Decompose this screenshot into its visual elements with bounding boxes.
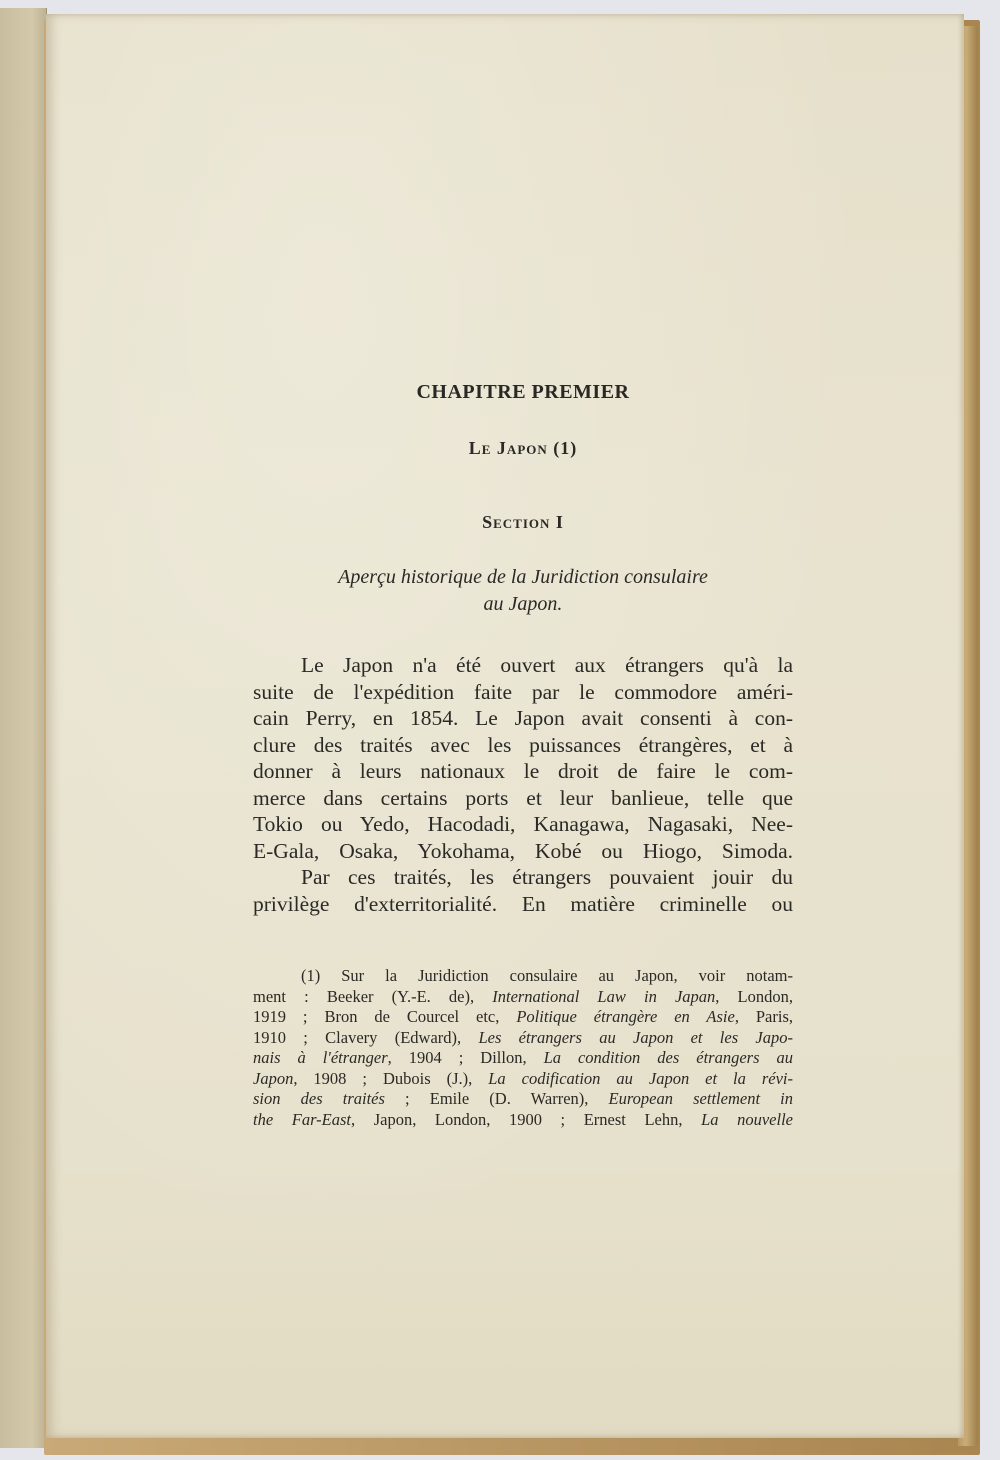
footnote-line [253, 1069, 793, 1090]
footnote-title-italic: La condition des étrangers au [543, 1048, 793, 1067]
footnote-title-italic: La codification au Japon et la révi- [488, 1068, 793, 1088]
footnote-text: ment : Beeker (Y.-E. de), [253, 986, 493, 1006]
footnote-line [253, 1089, 793, 1110]
footnote-text: 1919 ; Bron de Courcel etc, [253, 1007, 517, 1026]
facing-page-edge [0, 8, 47, 1448]
section-title-line: Aperçu historique de la Juridiction consulaire [338, 566, 708, 588]
footnote-title-italic: Japon [253, 1068, 294, 1088]
footnote-title-italic: nais à l'étranger [253, 1048, 388, 1067]
footnote-line [253, 987, 793, 1008]
chapter-heading: CHAPITRE PREMIER [416, 381, 630, 403]
footnote-text: , London, [715, 986, 793, 1006]
section-heading: Section I [482, 512, 564, 532]
body-line: Par ces traités, les étrangers pouvaient jouir du [301, 865, 793, 889]
footnote-line [253, 1110, 793, 1131]
footnote-text: 1910 ; Clavery (Edward), [253, 1027, 479, 1047]
footnote-text: , Paris, [734, 1007, 794, 1026]
footnote-text: , 1908 ; Dubois (J.), [293, 1068, 489, 1088]
body-line: E-Gala, Osaka, Yokohama, Kobé ou Hiogo, Simoda. [253, 838, 793, 863]
body-line: clure des traités avec les puissances étrangères, et à [253, 732, 793, 757]
body-text [253, 652, 793, 917]
body-line: suite de l'expédition faite par le commodore améri- [253, 679, 793, 704]
footnote-line [253, 966, 793, 987]
book-page [46, 14, 964, 1438]
footnote-line [253, 1048, 793, 1069]
footnote-text: , 1904 ; Dillon, [387, 1048, 544, 1067]
footnote-line [253, 1028, 793, 1049]
footnote-line [253, 1007, 793, 1028]
footnote-title-italic: the Far-East [253, 1109, 351, 1129]
body-line: donner à leurs nationaux le droit de faire le com- [253, 759, 793, 783]
body-line: Le Japon n'a été ouvert aux étrangers qu'à la [301, 653, 793, 677]
footnote-title-italic: Politique étrangère en Asie [516, 1007, 735, 1026]
footnote-title-italic: European settlement in [608, 1089, 793, 1108]
section-title [253, 564, 793, 618]
chapter-subtitle: Le Japon (1) [468, 438, 578, 458]
footnote-text: , Japon, London, 1900 ; Ernest Lehn, [351, 1109, 702, 1129]
footnote-title-italic: sion des traités [253, 1089, 385, 1108]
footnote-text: ; Emile (D. Warren), [384, 1089, 609, 1108]
body-line: cain Perry, en 1854. Le Japon avait consenti à con- [253, 706, 793, 730]
body-line: privilège d'exterritorialité. En matière criminelle ou [253, 891, 793, 916]
footnote [253, 966, 793, 1130]
body-line: merce dans certains ports et leur banlieue, telle que [253, 785, 793, 810]
body-line: Tokio ou Yedo, Hacodadi, Kanagawa, Nagasaki, Nee- [253, 812, 793, 836]
footnote-title-italic: International Law in Japan [492, 986, 716, 1006]
footnote-text: (1) Sur la Juridiction consulaire au Japon, voir notam- [301, 966, 793, 985]
footnote-title-italic: La nouvelle [701, 1109, 793, 1129]
footnote-title-italic: Les étrangers au Japon et les Japo- [478, 1027, 794, 1047]
section-title-line: au Japon. [483, 593, 563, 615]
